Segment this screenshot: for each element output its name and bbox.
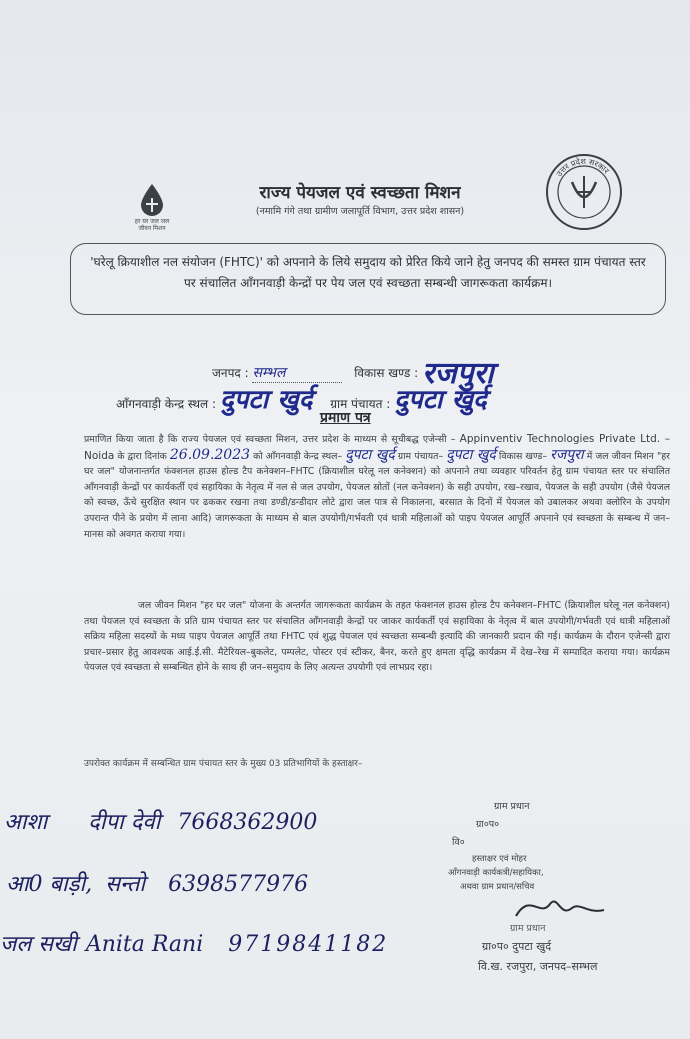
gram-panchayat-label: ग्राम पंचायत :: [330, 397, 391, 411]
anganwadi-label: आँगनवाड़ी केन्द्र स्थल :: [116, 397, 217, 411]
department-subtitle: (नमामि गंगे तथा ग्रामीण जलापूर्ति विभाग, उत्तर प्रदेश शासन): [255, 206, 465, 217]
worker-line: आँगनवाड़ी कार्यकत्री/सहायिका,: [448, 868, 544, 878]
certificate-paragraph-1: [84, 432, 670, 542]
water-drop-icon: [137, 182, 167, 218]
block-value: रजपुरा: [550, 446, 584, 463]
p1-text-a: प्रमाणित किया जाता है कि राज्य पेयजल एवं स्वच्छता मिशन, उत्तर प्रदेश के माध्यम से सूचीबद्ध एजेन्सी –: [84, 434, 456, 445]
signer-role: आ0 बाड़ी: [6, 872, 86, 897]
signer-phone: 6398577976: [168, 872, 309, 897]
stamp-line-2: ग्रा०प० दुपटा खुर्द: [482, 940, 552, 953]
p1-text-d: ग्राम पंचायत–: [397, 450, 444, 462]
program-date: 26.09.2023: [169, 446, 251, 463]
certificate-title: प्रमाण पत्र: [320, 410, 371, 426]
gp-value: दुपटा खुर्द: [446, 446, 496, 463]
stamp-line-1: ग्राम प्रधान: [510, 923, 546, 934]
signature-row-2: आ0 बाड़ी, सन्तो 6398577976: [6, 872, 309, 897]
janpad-label: जनपद :: [212, 366, 249, 380]
stamp-line-3: वि.ख. रजपुरा, जनपद–सम्भल: [478, 960, 598, 973]
pradhan-gp-line: ग्रा०प०: [476, 819, 500, 830]
or-line: अथवा ग्राम प्रधान/सचिव: [460, 882, 535, 892]
agency-name: Appinventiv Technologies Private Ltd. – Noida: [84, 433, 670, 462]
emblem-text: उत्तर प्रदेश सरकार: [554, 156, 611, 179]
center-value: दुपटा खुर्द: [345, 446, 395, 463]
anganwadi-value: दुपटा खुर्द: [219, 385, 313, 415]
vikas-khand-label: विकास खण्ड :: [354, 366, 419, 380]
signer-role: आशा: [4, 810, 48, 835]
p1-text-e: विकास खण्ड–: [498, 450, 548, 462]
p1-text-b: के द्वारा दिनांक: [117, 450, 167, 462]
signer-name: दीपा देवी: [88, 810, 161, 835]
signature-row-3: [0, 928, 388, 958]
signature-row-1: [4, 806, 317, 836]
up-govt-emblem: [544, 152, 624, 232]
p1-text-f: में जल जीवन मिशन "हर घर जल" योजनान्तर्गत फंक्शनल हाउस होल्ड टैप कनेक्शन–FHTC (क्रियाशील घरेलू नल कनेक्शन) को अपनाने तथा व्यवहार परिवर्तन हेतु ग्राम पंचायत स्तर पर संचालित आँगनवाड़ी केन्द्रों पर कार्यकर्ती एवं सहायिका के नेतृत्व में नल से जल उपयोग, पेयजल स्रोतों (नल कनेक्शन) के सही उपयोग, रख–रखाव, पेयजल के सही उपयोग (जैसे पेयजल को स्वच्छ, ऊँचे सुरक्षित स्थान पर ढककर रखना तथा डण्डी/डन्डीदार लोटे द्वारा जल पात्र से निकालना, बरसात के दिनों में पेयजल को उबालकर अथवा क्लोरिन के उपयोग उपरान्त पीने के प्रयोग में लाना आदि) जागरूकता के माध्यम से बाल उपयोगी/गर्भवती एवं धात्री महिलाओं को पाइप पेयजल आपूर्ति अपनाने एवं स्वच्छता के सम्बन्ध में जन–मानस को अवगत कराया गया।: [84, 450, 670, 540]
logo-caption: हर घर जल जल जीवन मिशन: [134, 218, 170, 232]
vikas-khand-value: रजपुरा: [421, 356, 494, 391]
jal-jeevan-mission-logo: [130, 182, 174, 232]
vi-line: वि०: [452, 837, 465, 848]
signer-role: जल सखी: [0, 932, 77, 957]
signer-phone: 9719841182: [228, 932, 389, 957]
signer-phone: 7668362900: [177, 810, 318, 835]
signers-note: उपरोक्त कार्यक्रम में सम्बन्धित ग्राम पंचायत स्तर के मुख्य 03 प्रतिभागियों के हस्ताक्षर–: [84, 759, 363, 769]
janpad-value: सम्भल: [252, 365, 286, 381]
signer-name: Anita Rani: [85, 932, 204, 957]
signer-name: सन्तो: [105, 872, 146, 897]
anganwadi-row: [116, 380, 487, 416]
sign-seal-line: हस्ताक्षर एवं मोहर: [472, 854, 527, 864]
department-title: राज्य पेयजल एवं स्वच्छता मिशन: [259, 183, 461, 203]
p1-text-c: को आँगनवाड़ी केन्द्र स्थल–: [253, 450, 343, 462]
pradhan-label: ग्राम प्रधान: [494, 801, 530, 812]
certificate-paragraph-2: जल जीवन मिशन "हर घर जल" योजना के अन्तर्गत जागरूकता कार्यक्रम के तहत फंक्शनल हाउस होल्ड टैप कनेक्शन–FHTC (क्रियाशील घरेलू नल कनेक्शन) तथा पेयजल एवं स्वच्छता के प्रति ग्राम पंचायत स्तर पर संचालित आँगनवाड़ी केन्द्रों पर जाकर कार्यकर्ती एवं सहायिका के नेतृत्व में बाल उपयोगी/गर्भवती एवं धात्री महिलाओं सक्रिय महिला सदस्यों के मध्य पाइप पेयजल आपूर्ति तथा FHTC एवं शुद्ध पेयजल एवं स्वच्छता सम्बन्धी इत्यादि की जानकारी प्रदान की गई। कार्यक्रम के दौरान एजेन्सी द्वारा प्रचार–प्रसार हेतु आवश्यक आई.ई.सी. मैटेरियल–बुकलेट, पम्पलेट, पोस्टर एवं स्टीकर, बैनर, करते हुए क्षमता वृद्धि कार्यक्रम में देख–रेख में सम्पादित कराया गया। कार्यक्रम पेयजल एवं स्वच्छता से सम्बन्धित होने के साथ ही जन–समुदाय के लिए अत्यन्त उपयोगी एवं लाभप्रद रहा।: [84, 600, 670, 674]
gram-panchayat-value: दुपटा खुर्द: [394, 385, 487, 415]
program-banner: 'घरेलू क्रियाशील नल संयोजन (FHTC)' को अपनाने के लिये समुदाय को प्रेरित किये जाने हेतु जनपद की समस्त ग्राम पंचायत स्तर पर संचालित आँगनवाड़ी केन्द्रों पर पेय जल एवं स्वच्छता सम्बन्धी जागरूकता कार्यक्रम।: [70, 243, 666, 315]
emblem-icon: [544, 152, 624, 232]
